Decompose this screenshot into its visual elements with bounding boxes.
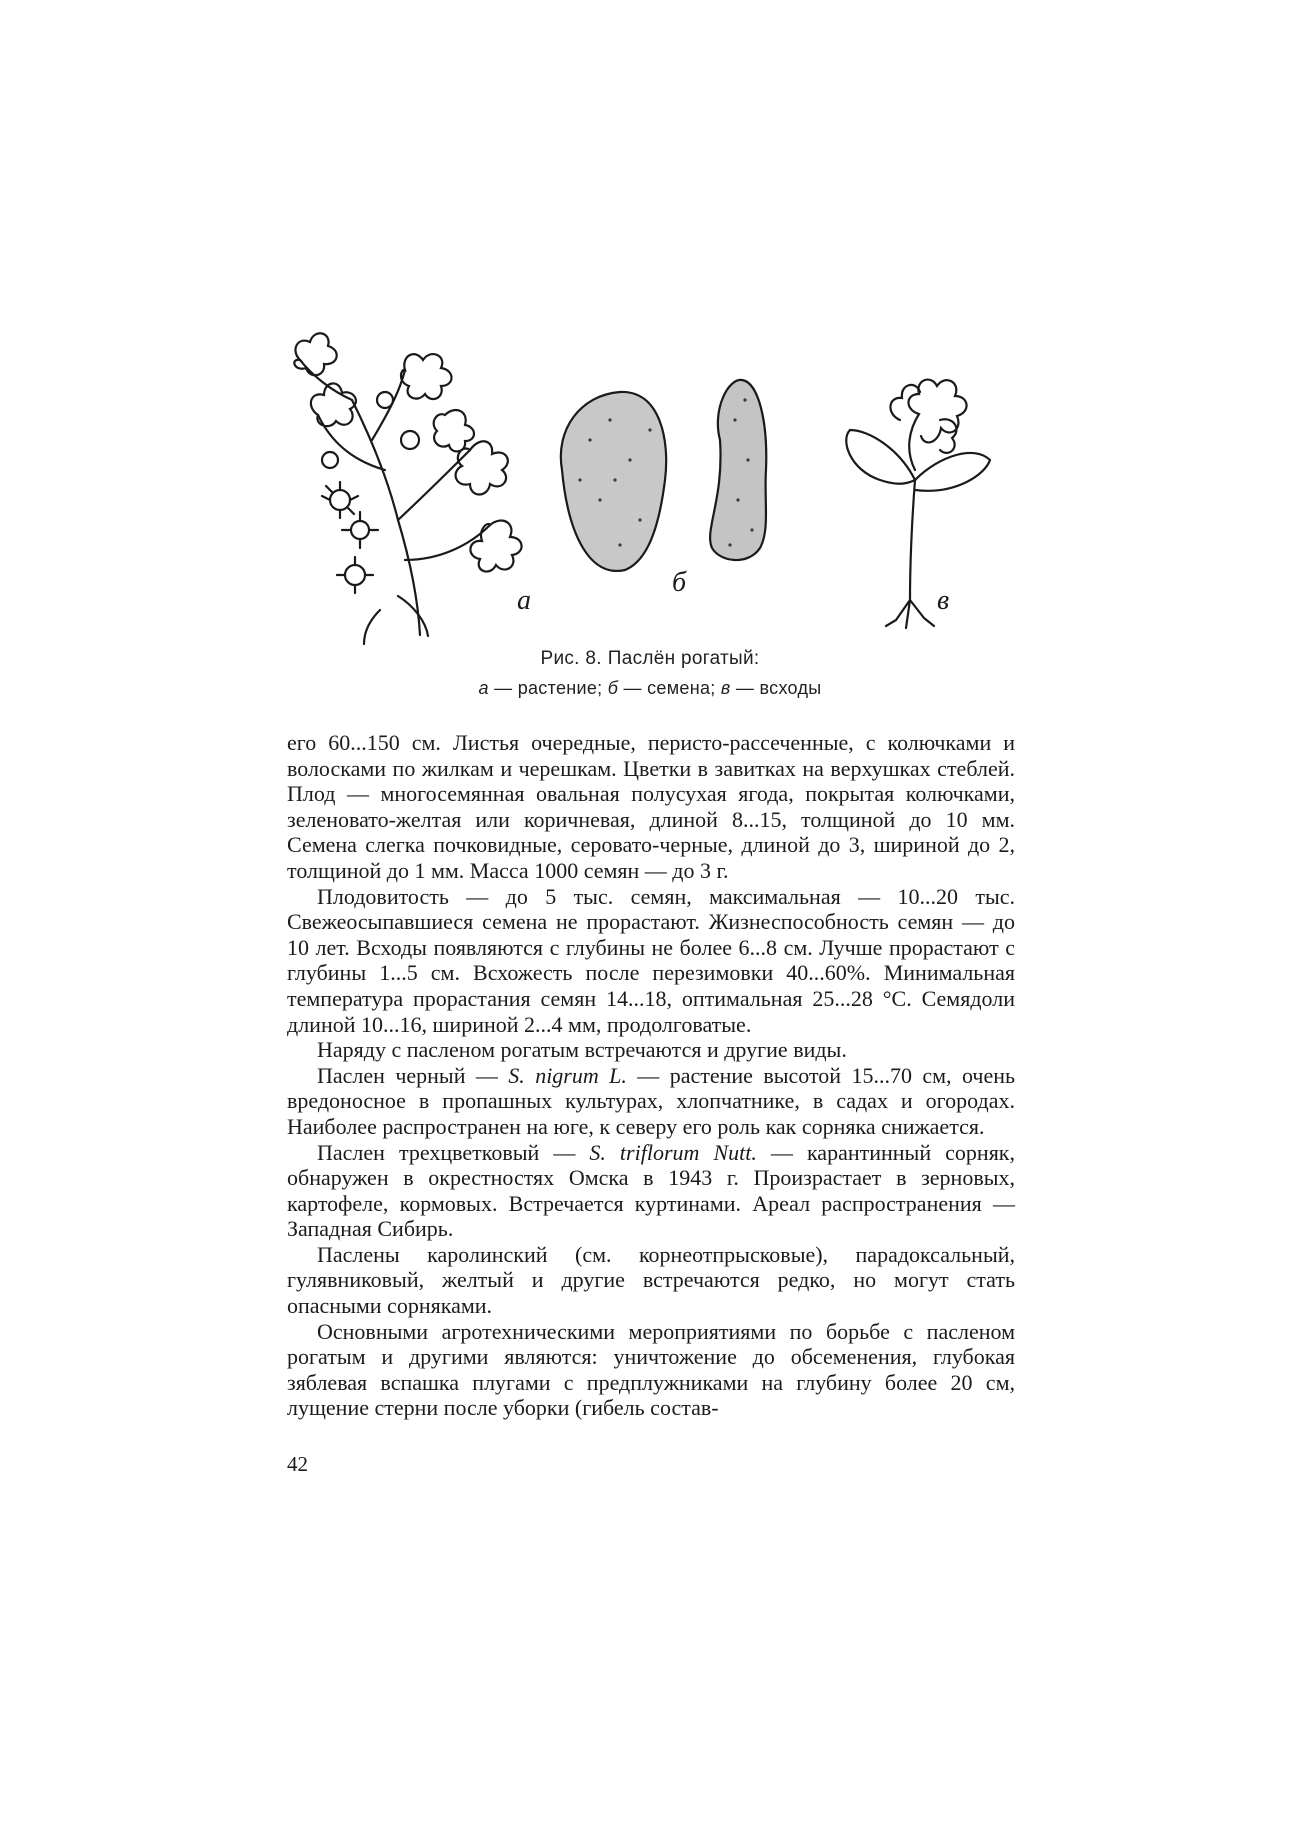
- paragraph: [287, 1319, 1015, 1421]
- latin-species-name: S. triflorum Nutt.: [589, 1139, 757, 1165]
- text-run: — растение высотой 15...70 см, очень вредоносное в пропашных культурах, хлопчатнике, в садах и огородах. Наиболее распространен на юге, к северу его роль как сорняка снижается.: [287, 1062, 1016, 1139]
- figure-illustration: [0, 0, 1300, 740]
- text-run: Паслен трехцветковый —: [317, 1139, 590, 1165]
- plant-drawing: [294, 333, 521, 644]
- seeds-drawing: [561, 380, 766, 571]
- paragraph: [287, 1140, 1015, 1242]
- text-run: Плодовитость — до 5 тыс. семян, максимальная — 10...20 тыс. Свежеосыпавшиеся семена не прорастают. Жизнеспособность семян — до 10 лет. Всходы появляются с глубины не более 6...8 см. Лучше прорастают с глубины 1...5 см. Всхожесть после перезимовки 40...60%. Минимальная температура прорастания семян 14...18, оптимальная 25...28 °С. Семядоли длиной 10...16, шириной 2...4 мм, продолговатые.: [287, 883, 1015, 1037]
- paragraph: [287, 884, 1015, 1038]
- text-run: его 60...150 см. Листья очередные, перисто-рассеченные, с колючками и волосками по жилкам и черешкам. Цветки в завитках на верхушках стеблей. Плод — многосемянная овальная полусухая ягода, покрытая колючками, зеленовато-желтая или коричневая, длиной 8...15, толщиной до 10 мм. Семена слегка почковидные, серовато-черные, длиной до 3, шириной до 2, толщиной до 1 мм. Масса 1000 семян — до 3 г.: [287, 730, 1015, 883]
- paragraph: [287, 730, 1015, 884]
- figure-8: [0, 0, 1300, 740]
- text-run: Основными агротехническими мероприятиями по борьбе с пасленом рогатым и другими являются: уничтожение до обсеменения, глубокая зяблевая вспашка плугами с предплужниками на глубину более 20 см, лущение стерни после уборки (гибель состав-: [287, 1318, 1015, 1421]
- page-number: 42: [287, 1452, 308, 1476]
- legend-text-a: растение: [517, 678, 598, 698]
- figure-letter-a: а: [517, 585, 531, 616]
- figure-title: Паслён рогатый:: [607, 648, 760, 669]
- legend-text-b: семена: [647, 678, 711, 698]
- latin-species-name: S. nigrum L.: [508, 1062, 627, 1088]
- text-run: Наряду с пасленом рогатым встречаются и другие виды.: [317, 1037, 847, 1063]
- figure-letter-b: б: [672, 567, 687, 598]
- body-text: [287, 730, 1015, 1421]
- legend-text-v: всходы: [759, 678, 822, 698]
- figure-caption-title: [0, 648, 1300, 670]
- figure-number: Рис. 8.: [540, 648, 602, 669]
- paragraph: [287, 1037, 1015, 1063]
- text-run: Паслен черный —: [317, 1062, 509, 1088]
- figure-letter-v: в: [937, 585, 950, 616]
- legend-letter-v: в: [720, 678, 731, 698]
- legend-letter-b: б: [607, 678, 619, 698]
- text-run: — карантинный сорняк, обнаружен в окрестностях Омска в 1943 г. Произрастает в зерновых, картофеле, кормовых. Встречается куртинами. Ареал распространения — Западная Сибирь.: [287, 1139, 1015, 1242]
- paragraph: [287, 1242, 1015, 1319]
- legend-letter-a: а: [478, 678, 489, 698]
- seedling-drawing: [846, 380, 990, 628]
- paragraph: [287, 1063, 1015, 1140]
- text-run: Паслены каролинский (см. корнеотпрысковые), парадоксальный, гулявниковый, желтый и другие встречаются редко, но могут стать опасными сорняками.: [287, 1241, 1015, 1319]
- figure-caption-legend: а — растение; б — семена; в — всходы: [478, 678, 822, 698]
